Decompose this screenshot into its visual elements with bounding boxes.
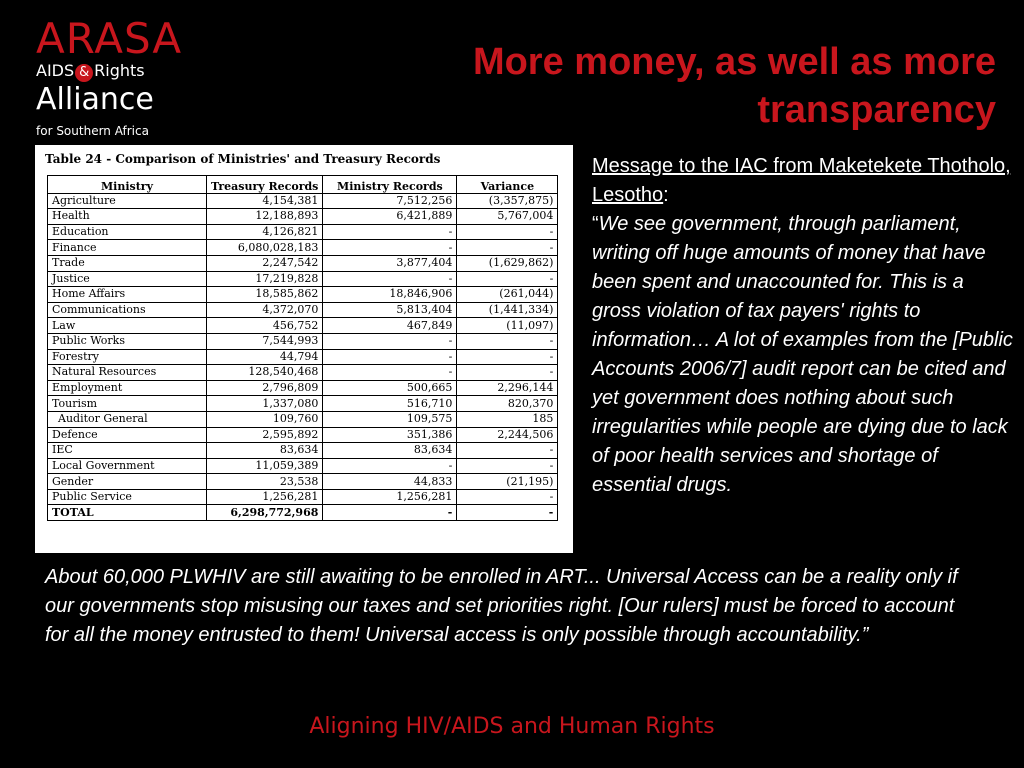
logo-southern-africa: for Southern Africa [36, 124, 149, 138]
cell-treasury-records: 4,126,821 [207, 224, 323, 240]
cell-ministry-records: 109,575 [323, 411, 457, 427]
table-body [48, 193, 558, 520]
table-row [48, 411, 558, 427]
cell-variance: 820,370 [457, 396, 558, 412]
table-row [48, 333, 558, 349]
cell-ministry: Education [48, 224, 207, 240]
cell-variance: 2,244,506 [457, 427, 558, 443]
table-row [48, 271, 558, 287]
table-row [48, 209, 558, 225]
cell-variance: - [457, 365, 558, 381]
message-quote: We see government, through parliament, writing off huge amounts of money that have been spent and unaccounted for. This is a gross violation of tax payers' rights to information… A lot of examples from the [Public Accounts 2006/7] audit report can be cited and yet government does nothing about such irregularities while people are dying due to lack of poor health services and shortage of essential drugs. [592, 213, 1013, 496]
cell-ministry-records: 7,512,256 [323, 193, 457, 209]
table-row [48, 474, 558, 490]
footer-tagline: Aligning HIV/AIDS and Human Rights [309, 714, 715, 739]
table-row [48, 318, 558, 334]
cell-ministry: Auditor General [48, 411, 207, 427]
table-row [48, 505, 558, 521]
cell-treasury-records: 128,540,468 [207, 365, 323, 381]
cell-variance: - [457, 333, 558, 349]
cell-ministry: Forestry [48, 349, 207, 365]
table-caption: Table 24 - Comparison of Ministries' and Treasury Records [45, 152, 441, 166]
cell-ministry: Law [48, 318, 207, 334]
table-row [48, 427, 558, 443]
cell-ministry: Trade [48, 255, 207, 271]
cell-ministry-records: - [323, 458, 457, 474]
cell-variance: - [457, 505, 558, 521]
table-row [48, 365, 558, 381]
table-row [48, 380, 558, 396]
cell-ministry-records: - [323, 333, 457, 349]
cell-ministry: Local Government [48, 458, 207, 474]
cell-ministry-records: 467,849 [323, 318, 457, 334]
cell-treasury-records: 11,059,389 [207, 458, 323, 474]
cell-ministry-records: 18,846,906 [323, 287, 457, 303]
cell-ministry: Communications [48, 302, 207, 318]
table-row [48, 396, 558, 412]
cell-ministry: Justice [48, 271, 207, 287]
cell-ministry-records: 83,634 [323, 443, 457, 459]
cell-ministry: Public Service [48, 489, 207, 505]
cell-ministry-records: 1,256,281 [323, 489, 457, 505]
cell-treasury-records: 6,298,772,968 [207, 505, 323, 521]
table-row [48, 224, 558, 240]
cell-ministry-records: - [323, 365, 457, 381]
cell-variance: (1,629,862) [457, 255, 558, 271]
records-table-image [35, 145, 573, 553]
cell-variance: - [457, 271, 558, 287]
cell-ministry-records: 44,833 [323, 474, 457, 490]
cell-variance: (1,441,334) [457, 302, 558, 318]
bottom-quote: About 60,000 PLWHIV are still awaiting to be enrolled in ART... Universal Access can be a reality only if our governments stop misusing our taxes and set priorities right. [Our rulers] must be forced to account for all the money entrusted to them! Universal access is only possible through accountability.” [45, 566, 958, 646]
cell-ministry: IEC [48, 443, 207, 459]
logo-ampersand: & [75, 64, 93, 82]
cell-variance: 185 [457, 411, 558, 427]
cell-ministry-records: - [323, 505, 457, 521]
header-variance: Variance [457, 176, 558, 194]
table-row [48, 302, 558, 318]
cell-ministry-records: - [323, 349, 457, 365]
cell-treasury-records: 7,544,993 [207, 333, 323, 349]
cell-ministry: Agriculture [48, 193, 207, 209]
logo-rights: Rights [94, 61, 145, 80]
cell-ministry: Finance [48, 240, 207, 256]
cell-ministry-records: 351,386 [323, 427, 457, 443]
cell-ministry-records: 516,710 [323, 396, 457, 412]
table-row [48, 458, 558, 474]
cell-variance: - [457, 489, 558, 505]
cell-treasury-records: 109,760 [207, 411, 323, 427]
cell-variance: 2,296,144 [457, 380, 558, 396]
cell-variance: (261,044) [457, 287, 558, 303]
cell-ministry-records: - [323, 240, 457, 256]
records-table [47, 175, 558, 521]
message-colon: : [663, 184, 669, 206]
cell-treasury-records: 83,634 [207, 443, 323, 459]
cell-variance: - [457, 349, 558, 365]
cell-variance: - [457, 240, 558, 256]
cell-ministry: Employment [48, 380, 207, 396]
cell-ministry: Tourism [48, 396, 207, 412]
cell-ministry: Home Affairs [48, 287, 207, 303]
cell-ministry: Public Works [48, 333, 207, 349]
logo-arasa: ARASA [36, 14, 183, 63]
cell-variance: 5,767,004 [457, 209, 558, 225]
iac-message [592, 152, 1016, 500]
table-row [48, 255, 558, 271]
cell-variance: (3,357,875) [457, 193, 558, 209]
cell-treasury-records: 2,247,542 [207, 255, 323, 271]
message-heading: Message to the IAC from Maketekete Thotholo, Lesotho [592, 155, 1011, 206]
header-ministry: Ministry [48, 176, 207, 194]
cell-treasury-records: 2,796,809 [207, 380, 323, 396]
table-row [48, 489, 558, 505]
header-treasury-records: Treasury Records [207, 176, 323, 194]
cell-treasury-records: 18,585,862 [207, 287, 323, 303]
cell-ministry-records: - [323, 224, 457, 240]
cell-treasury-records: 6,080,028,183 [207, 240, 323, 256]
slide-title: More money, as well as more transparency [472, 41, 996, 131]
cell-ministry-records: 5,813,404 [323, 302, 457, 318]
cell-ministry-records: - [323, 271, 457, 287]
table-row [48, 287, 558, 303]
header-ministry-records: Ministry Records [323, 176, 457, 194]
cell-ministry: Gender [48, 474, 207, 490]
cell-ministry: Health [48, 209, 207, 225]
cell-ministry-records: 3,877,404 [323, 255, 457, 271]
cell-variance: (21,195) [457, 474, 558, 490]
cell-variance: - [457, 224, 558, 240]
cell-treasury-records: 23,538 [207, 474, 323, 490]
table-row [48, 240, 558, 256]
cell-treasury-records: 1,256,281 [207, 489, 323, 505]
table-row [48, 443, 558, 459]
cell-treasury-records: 44,794 [207, 349, 323, 365]
logo-aids-rights [36, 62, 145, 82]
arasa-logo [34, 16, 184, 144]
cell-treasury-records: 456,752 [207, 318, 323, 334]
logo-aids: AIDS [36, 61, 75, 80]
table-row [48, 349, 558, 365]
logo-alliance: Alliance [36, 82, 154, 117]
cell-variance: - [457, 458, 558, 474]
message-open-quote: “ [592, 213, 599, 235]
cell-ministry-records: 6,421,889 [323, 209, 457, 225]
cell-variance: - [457, 443, 558, 459]
cell-treasury-records: 1,337,080 [207, 396, 323, 412]
cell-treasury-records: 17,219,828 [207, 271, 323, 287]
table-header-row [48, 176, 558, 194]
cell-ministry: Defence [48, 427, 207, 443]
table-row [48, 193, 558, 209]
cell-treasury-records: 4,372,070 [207, 302, 323, 318]
cell-treasury-records: 4,154,381 [207, 193, 323, 209]
cell-treasury-records: 2,595,892 [207, 427, 323, 443]
cell-ministry: Natural Resources [48, 365, 207, 381]
cell-ministry-records: 500,665 [323, 380, 457, 396]
cell-treasury-records: 12,188,893 [207, 209, 323, 225]
cell-variance: (11,097) [457, 318, 558, 334]
cell-ministry: TOTAL [48, 505, 207, 521]
